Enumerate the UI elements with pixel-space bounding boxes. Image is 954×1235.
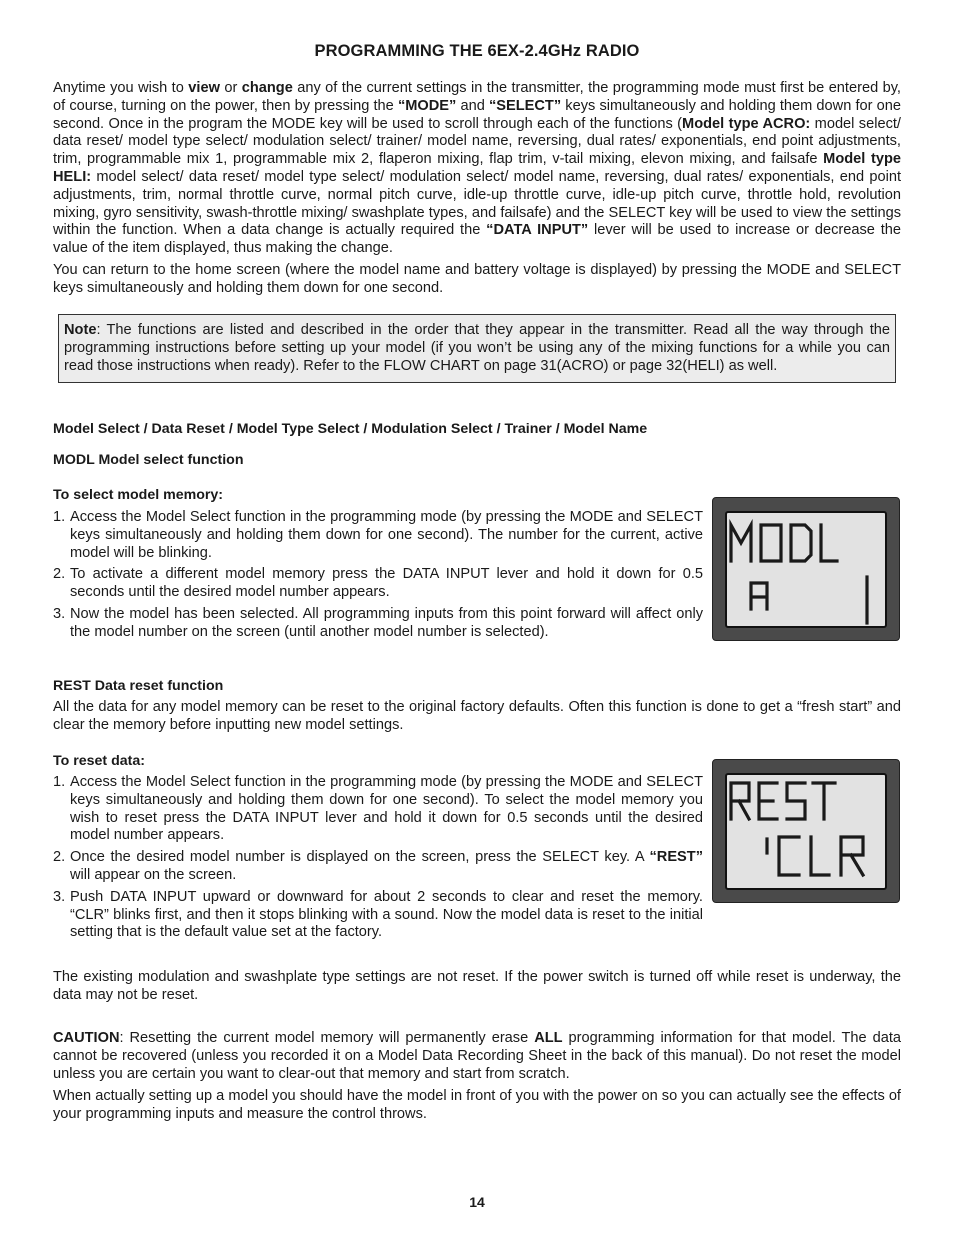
- list-item: 2. To activate a different model memory press the DATA INPUT lever and hold it down for 0.5 seconds until the desired model number appears.: [53, 566, 703, 601]
- lcd-segment-a: [751, 583, 767, 609]
- select-key-label: “SELECT”: [488, 97, 562, 114]
- lcd-display-modl: [712, 497, 900, 641]
- list-item: 2. Once the desired model number is displayed on the screen, press the SELECT key. A “REST” will appear on the screen.: [53, 849, 703, 883]
- lcd-segments: [727, 501, 885, 626]
- home-screen-paragraph: You can return to the home screen (where the model name and battery voltage is displayed) by pressing the MODE and SELECT keys simultaneously and holding them down for one second.: [53, 262, 901, 296]
- existing-settings-paragraph: The existing modulation and swashplate type settings are not reset. If the power switch is turned off while reset is underway, the data may not be reset.: [53, 969, 901, 1003]
- lcd-segment-m: [731, 525, 751, 561]
- lcd-segment-o: [761, 525, 781, 561]
- modl-steps: [53, 509, 703, 646]
- caution-paragraph: CAUTION: Resetting the current model memory will permanently erase ALL programming information for that model. The data cannot be recovered (unless you recorded it on a Model Data Recording Sheet in the back of this manual). Do not reset the model unless you are certain you want to clear-out that memory and start from scratch.: [53, 1030, 901, 1082]
- section-heading: Model Select / Data Reset / Model Type Select / Modulation Select / Trainer / Model Name: [53, 421, 648, 437]
- model-type-acro-label: Model type ACRO:: [682, 115, 811, 132]
- note-label: Note: [64, 322, 97, 338]
- lcd-display-rest: [712, 759, 900, 903]
- caution-label: CAUTION: [53, 1030, 120, 1046]
- data-input-label: “DATA INPUT”: [486, 222, 589, 239]
- note-box: [58, 314, 896, 383]
- all-emphasis: ALL: [534, 1030, 563, 1046]
- note-text: : The functions are listed and described in the order that they appear in the transmitter. Read all the way through the programming instructions before setting up your model (if you won’t be using any of the mixing functions for a while you can read those instructions when ready). Refer to the FLOW CHART on page 31(ACRO) or page 32(HELI) as well.: [64, 322, 890, 374]
- rest-subheading: To reset data:: [53, 753, 145, 769]
- lcd-line1-text: MODL: [727, 501, 770, 517]
- lcd-segment-l2: [811, 837, 829, 875]
- list-item: 3. Now the model has been selected. All programming inputs from this point forward will affect only the model number on the screen (until another model number is selected).: [53, 605, 703, 640]
- lcd-screen: [725, 501, 887, 628]
- lcd-segment-r2: [841, 837, 863, 875]
- lcd-segment-d: [791, 525, 811, 561]
- lcd-segment-t: [813, 783, 835, 819]
- lcd-segment-e: [759, 783, 777, 819]
- mode-key-label: “MODE”: [397, 97, 457, 114]
- rest-steps: [53, 774, 703, 946]
- list-item: 1. Access the Model Select function in the programming mode (by pressing the MODE and SELECT keys simultaneously and holding them down for one second). The number for the current, active model will be blinking.: [53, 509, 703, 561]
- page-number: 14: [469, 1194, 485, 1210]
- lcd-segment-c: [779, 837, 799, 875]
- model-type-heli-label: Model type HELI:: [53, 151, 901, 185]
- page-title: PROGRAMMING THE 6EX-2.4GHz RADIO: [314, 42, 640, 60]
- rest-heading: REST Data reset function: [53, 678, 224, 694]
- lcd-segment-l: [821, 525, 837, 561]
- lcd-segment-r: [731, 783, 749, 819]
- modl-heading: MODL Model select function: [53, 452, 244, 468]
- change-emphasis: change: [241, 80, 293, 96]
- lcd-segment-s: [787, 783, 805, 819]
- list-item: 1. Access the Model Select function in the programming mode (by pressing the MODE and SELECT keys simultaneously and holding them down for one second). To select the model memory you wish to reset press the DATA INPUT lever and hold it down for 0.5 seconds until the desired model number appears.: [53, 774, 703, 844]
- list-item: 3. Push DATA INPUT upward or downward for about 2 seconds to clear and reset the memory. “CLR” blinks first, and then it stops blinking with a sound. Now the model data is reset to the initial setting that is the default value set at the factory.: [53, 888, 703, 941]
- lcd-segments: [727, 775, 885, 888]
- final-paragraph: When actually setting up a model you should have the model in front of you with the power on so you can actually see the effects of your programming inputs and measure the control throws.: [53, 1088, 901, 1122]
- rest-emphasis: “REST”: [649, 849, 703, 866]
- intro-paragraph: Anytime you wish to view or change any of the current settings in the transmitter, the programming mode must first be entered by, of course, turning on the power, then by pressing the “MODE” and “SELECT” keys simultaneously and holding them down for one second. Once in the program the MODE key will be used to scroll through each of the functions (Model type ACRO: model select/ data reset/ model type select/ modulation select/ trainer/ model name, reversing, dual rates/ exponentials, end point adjustments, trim, programmable mix 1, programmable mix 2, flaperon mixing, flap trim, v-tail mixing, elevon mixing, and failsafe Model type HELI: model select/ data reset/ model type select/ modulation select/ model name, reversing, dual rates/ exponentials, end point adjustments, trim, normal throttle curve, normal pitch curve, idle-up throttle curve, idle-up pitch curve, throttle hold, revolution mixing, gyro sensitivity, swash-throttle mixing/ swashplate types, and failsafe) and the SELECT key will be used to view the settings within the function. When a data change is actually required the “DATA INPUT” lever will be used to increase or decrease the value of the item displayed, thus making the change.: [53, 80, 901, 257]
- rest-intro: All the data for any model memory can be reset to the original factory defaults. Often this function is done to get a “fresh start” and clear the memory before inputting new model settings.: [53, 699, 901, 733]
- modl-subheading: To select model memory:: [53, 487, 224, 503]
- lcd-screen: [725, 773, 887, 890]
- view-emphasis: view: [188, 80, 220, 96]
